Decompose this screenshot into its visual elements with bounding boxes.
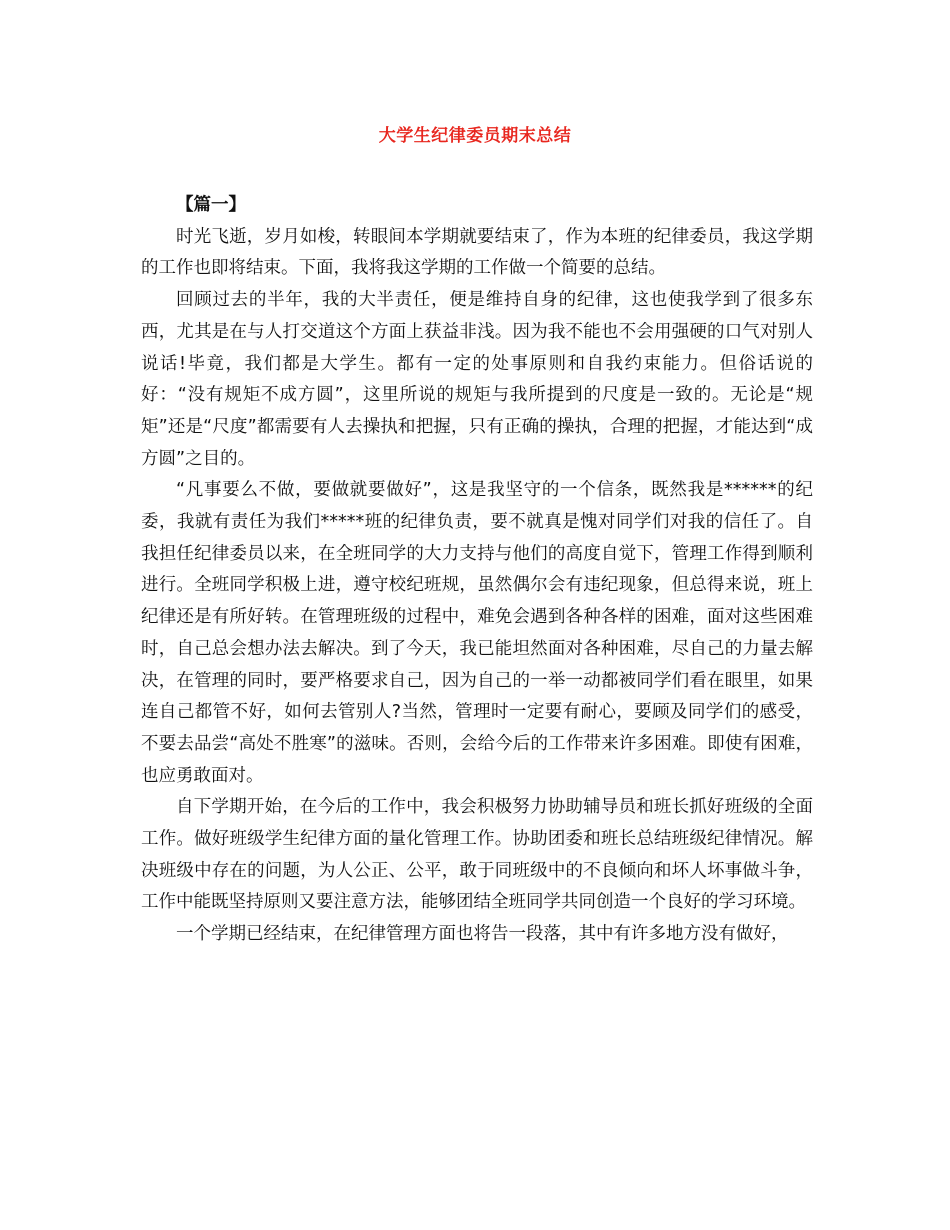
paragraph-3: “凡事要么不做，要做就要做好”，这是我坚守的一个信条，既然我是******的纪委，我就有责任为我们*****班的纪律负责，要不就真是愧对同学们对我的信任了。自我担任纪律委员以来，在全班同学的大力支持与他们的高度自觉下，管理工作得到顺利进行。全班同学积极上进，遵守校纪班规，虽然偶尔会有违纪现象，但总得来说，班上纪律还是有所好转。在管理班级的过程中，难免会遇到各种各样的困难，面对这些困难时，自己总会想办法去解决。到了今天，我已能坦然面对各种困难，尽自己的力量去解决，在管理的同时，要严格要求自己，因为自己的一举一动都被同学们看在眼里，如果连自己都管不好，如何去管别人?当然，管理时一定要有耐心，要顾及同学们的感受，不要去品尝“高处不胜寒”的滋味。否则，会给今后的工作带来许多困难。即使有困难，也应勇敢面对。 [141,480,813,786]
paragraph-2: 回顾过去的半年，我的大半责任，便是维持自身的纪律，这也使我学到了很多东西，尤其是在与人打交道这个方面上获益非浅。因为我不能也不会用强硬的口气对别人说话!毕竟，我们都是大学生。都有一定的处事原则和自我约束能力。但俗话说的好：“没有规矩不成方圆”，这里所说的规矩与我所提到的尺度是一致的。无论是“规矩”还是“尺度”都需要有人去操执和把握，只有正确的操执，合理的把握，才能达到“成方圆”之目的。 [141,290,813,469]
section-label: 【篇一】 [176,195,246,215]
paragraph-1: 时光飞逝，岁月如梭，转眼间本学期就要结束了，作为本班的纪律委员，我这学期的工作也即将结束。下面，我将我这学期的工作做一个简要的总结。 [141,226,813,279]
paragraph-5: 一个学期已经结束，在纪律管理方面也将告一段落，其中有许多地方没有做好， [176,924,789,945]
document-body [141,190,813,951]
paragraph-4: 自下学期开始，在今后的工作中，我会积极努力协助辅导员和班长抓好班级的全面工作。做好班级学生纪律方面的量化管理工作。协助团委和班长总结班级纪律情况。解决班级中存在的问题，为人公正、公平，敢于同班级中的不良倾向和坏人坏事做斗争，工作中能既坚持原则又要注意方法，能够团结全班同学共同创造一个良好的学习环境。 [141,797,813,913]
document-title: 大学生纪律委员期末总结 [378,126,572,146]
